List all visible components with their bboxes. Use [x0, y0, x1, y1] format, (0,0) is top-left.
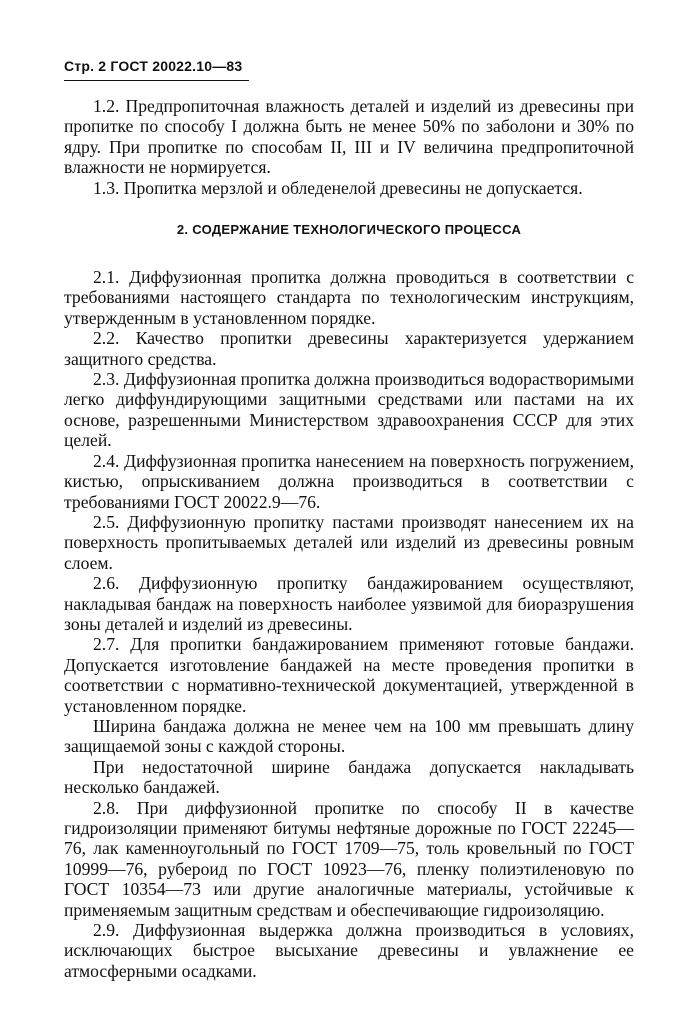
paragraph-2-6	[64, 573, 634, 634]
paragraph-text: Для пропитки бандажированием применяют готовые бандажи. Допускается изготовление бандажей на месте проведения пропитки в соответствии с нормативно-технической документацией, утвержденной в установленном порядке.	[64, 634, 635, 716]
paragraph-text: Диффузионная выдержка должна производиться в условиях, исключающих быстрое высыхание древесины и увлажнение ее атмосферными осадками.	[64, 920, 634, 981]
paragraph-text: Предпропиточная влажность деталей и изделий из древесины при пропитке по способу I должна быть не менее 50% по заболони и 30% по ядру. При пропитке по способам II, III и IV величина предпропиточной влажности не нормируется.	[64, 96, 634, 178]
paragraph-2-7	[64, 634, 634, 716]
paragraph-1-2	[64, 96, 634, 178]
paragraph-text: Диффузионную пропитку бандажированием осуществляют, накладывая бандаж на поверхность наиболее уязвимой для биоразрушения зоны деталей и изделий из древесины.	[64, 573, 634, 634]
paragraph-text: Ширина бандажа должна не менее чем на 100 мм превышать длину защищаемой зоны с каждой стороны.	[64, 715, 634, 757]
paragraph-2-1	[64, 267, 634, 328]
paragraph-2-3	[64, 369, 634, 451]
paragraph-2-7-width	[64, 716, 634, 757]
paragraph-2-7-multiple	[64, 757, 634, 798]
paragraph-number: 2.4.	[93, 450, 120, 471]
paragraph-2-5	[64, 512, 634, 573]
paragraph-2-9	[64, 920, 634, 981]
running-head: Стр. 2 ГОСТ 20022.10—83	[64, 58, 243, 74]
paragraph-number: 2.5.	[93, 511, 120, 532]
paragraph-text: Диффузионная пропитка нанесением на поверхность погружением, кистью, опрыскиванием должна производиться в соответствии с требованиями ГОСТ 20022.9—76.	[64, 450, 634, 512]
paragraph-text: Диффузионная пропитка должна производиться водорастворимыми легко диффундирующими защитными средствами или пастами на их основе, разрешенными Министерством здравоохранения СССР для этих целей.	[64, 369, 634, 451]
paragraph-text: Диффузионная пропитка должна проводиться в соответствии с требованиями настоящего стандарта по технологическим инструкциям, утвержденным в установленном порядке.	[64, 267, 635, 328]
paragraph-number: 1.2.	[93, 96, 120, 116]
paragraph-number: 2.8.	[93, 797, 120, 818]
paragraph-text: Пропитка мерзлой и обледенелой древесины не допускается.	[123, 177, 583, 198]
paragraph-number: 2.1.	[93, 267, 120, 288]
paragraph-number: 2.2.	[93, 328, 120, 349]
paragraph-number: 2.7.	[93, 634, 120, 655]
paragraph-text: При диффузионной пропитке по способу II в качестве гидроизоляции применяют битумы нефтяные дорожные по ГОСТ 22245—76, лак каменноугольный по ГОСТ 1709—75, толь кровельный по ГОСТ 10999—76, рубероид по ГОСТ 10923—76, пленку полиэтиленовую по ГОСТ 10354—73 или другие аналогичные материалы, устойчивые к применяемым защитным средствам и обеспечивающие гидроизоляцию.	[64, 797, 634, 920]
paragraph-number: 2.6.	[93, 573, 120, 594]
paragraph-1-3	[64, 178, 634, 198]
body-text	[64, 96, 634, 981]
paragraph-text: При недостаточной ширине бандажа допускается накладывать несколько бандажей.	[64, 756, 634, 798]
paragraph-text: Диффузионную пропитку пастами производят нанесением их на поверхность пропитываемых деталей или изделий из древесины ровным слоем.	[64, 511, 634, 573]
paragraph-number: 1.3.	[93, 177, 120, 198]
paragraph-number: 2.9.	[93, 920, 120, 941]
paragraph-number: 2.3.	[93, 369, 120, 390]
paragraph-2-2	[64, 328, 634, 369]
paragraph-text: Качество пропитки древесины характеризуется удержанием защитного средства.	[64, 328, 634, 369]
section-title: 2. СОДЕРЖАНИЕ ТЕХНОЛОГИЧЕСКОГО ПРОЦЕССА	[176, 222, 522, 238]
paragraph-2-8	[64, 798, 634, 920]
header-rule	[64, 80, 249, 81]
paragraph-2-4	[64, 451, 634, 512]
